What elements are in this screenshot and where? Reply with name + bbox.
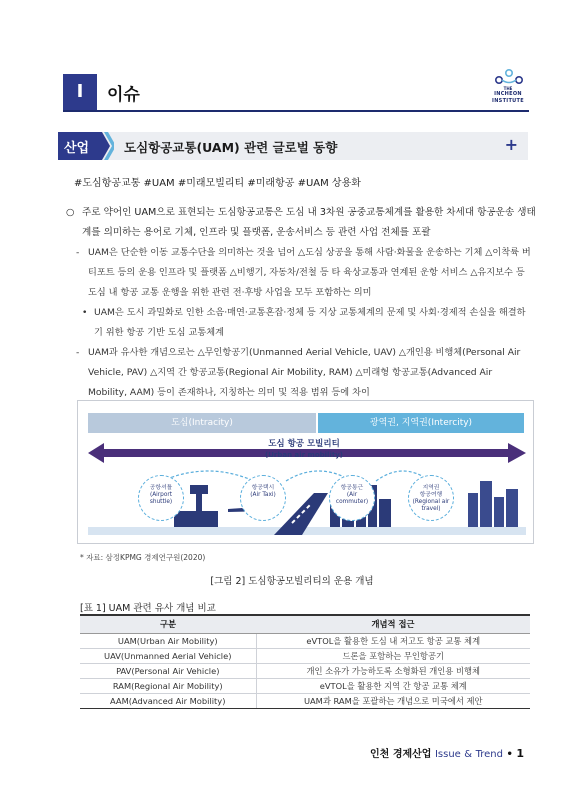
incheon-institute-logo (483, 68, 533, 110)
dot-mark: • (82, 307, 88, 318)
zone-intracity: 도심(Intracity) (88, 413, 316, 433)
main-paragraph (66, 203, 536, 243)
air-taxi-circle (240, 475, 286, 521)
table-cell: eVTOL을 활용한 도심 내 저고도 항공 교통 체계 (256, 633, 530, 648)
logo-text-the: THE (503, 86, 513, 91)
circle-label: commuter) (335, 499, 369, 505)
circle-label: 지역권 (422, 485, 440, 491)
table-row (80, 663, 530, 678)
industry-title: 도심항공교통(UAM) 관련 글로벌 동향 (124, 140, 338, 155)
circle-label: (Air (346, 492, 358, 498)
logo-text-line1: INCHEON (494, 91, 522, 97)
figure-source: * 자료: 삼정KPMG 경제연구원(2020) (80, 553, 206, 562)
circle-label: 공항셔틀 (149, 485, 173, 491)
uam-concept-figure (77, 400, 534, 544)
table-cell: UAM과 RAM을 포괄하는 개념으로 미국에서 제안 (256, 693, 530, 708)
footer-publication: 인천 경제산업 (370, 749, 432, 760)
table-cell: 개인 소유가 가능하도록 소형화된 개인용 비행체 (256, 663, 530, 678)
dash-item-2-text: UAM과 유사한 개념으로는 △무인항공기(Unmanned Aerial Vehicle, UAV) △개인용 비행체(Personal Air Vehicle, PAV) △지역 간 항공교통(Regional Air Mobility, RAM) △미래형 항공교통(Advanced Air Mobility, AAM) 등이 존재하나, 지칭하는 의미 및 적용 범위 등에 차이 (88, 347, 521, 398)
circle-bullet: ○ (66, 207, 75, 218)
logo-text-line2: INSTITUTE (492, 98, 524, 104)
uam-label: 도심 항공 모빌리티 (268, 439, 340, 449)
logo-mark-icon (493, 68, 525, 86)
table-caption: [표 1] UAM 관련 유사 개념 비교 (80, 603, 216, 614)
industry-tag-label: 산업 (64, 141, 90, 156)
table-header: 구분 (80, 615, 256, 633)
dash-mark: - (76, 347, 80, 358)
figure-caption: [그림 2] 도심항공모빌리티의 운용 개념 (210, 576, 374, 587)
footer-issue: Issue (434, 749, 461, 760)
header-rule (63, 110, 529, 112)
air-commuter-circle (329, 475, 375, 521)
circle-label: 항공통근 (340, 485, 364, 491)
circle-label: 항공여행 (419, 492, 443, 498)
hashtags: #도심항공교통 #UAM #미래모빌리티 #미래항공 #UAM 상용화 (74, 178, 361, 189)
industry-title-bar (58, 132, 528, 160)
section-number: I (63, 74, 97, 110)
circle-label: 항공택시 (251, 485, 275, 491)
table-row (80, 648, 530, 663)
table-cell: UAV(Unmanned Aerial Vehicle) (80, 648, 256, 663)
page-number: 1 (516, 747, 524, 760)
page-footer (370, 745, 524, 760)
table-header: 개념적 접근 (256, 615, 530, 633)
uam-sublabel: (Urban air mobility) (265, 451, 343, 459)
footer-amp: & (464, 749, 473, 760)
table-cell: UAM(Urban Air Mobility) (80, 633, 256, 648)
regional-air-travel-circle (408, 475, 454, 521)
industry-tag (58, 132, 114, 160)
circle-label: (Air Taxi) (250, 492, 276, 498)
table-cell: 드론을 포함하는 무인항공기 (256, 648, 530, 663)
table-row (80, 693, 530, 708)
dot-item-1 (82, 303, 534, 343)
airport-shuttle-circle (138, 475, 184, 521)
footer-dot: • (506, 749, 513, 760)
main-paragraph-text: 주로 약어인 UAM으로 표현되는 도심항공교통은 도심 내 3차원 공중교통체계를 활용한 차세대 항공운송 생태계를 의미하는 용어로 기체, 인프라 및 플랫폼, 운송서비스 등 관련 사업 전체를 포괄 (82, 207, 536, 238)
table-cell: eVTOL을 활용한 지역 간 항공 교통 체계 (256, 678, 530, 693)
circle-label: (Airport (149, 492, 173, 498)
section-title: 이슈 (107, 85, 140, 105)
table-row (80, 633, 530, 648)
dot-item-1-text: UAM은 도시 과밀화로 인한 소음·매연·교통혼잡·정체 등 지상 교통체계의 문제 및 사회·경제적 손실을 해결하기 위한 항공 기반 도심 교통체계 (94, 307, 526, 338)
table-cell: RAM(Regional Air Mobility) (80, 678, 256, 693)
footer-trend: Trend (475, 749, 503, 760)
dash-item-1-text: UAM은 단순한 이동 교통수단을 의미하는 것을 넘어 △도심 상공을 통해 사람·화물을 운송하는 기체 △이착륙 버티포트 등의 운용 인프라 및 플랫폼 △비행기, 자동차/전철 등 타 육상교통과 연계된 운항 서비스 △유지보수 등 도심 내 항공 교통 운행을 위한 관련 전·후방 사업을 모두 포함하는 의미 (88, 247, 531, 298)
dash-item-2 (76, 343, 534, 403)
table-header-row (80, 615, 530, 633)
section-header (63, 70, 529, 114)
table-row (80, 678, 530, 693)
plus-icon: + (504, 135, 518, 154)
table-cell: AAM(Advanced Air Mobility) (80, 693, 256, 708)
dash-mark: - (76, 247, 80, 258)
table-cell: PAV(Personal Air Vehicle) (80, 663, 256, 678)
zone-intercity: 광역권, 지역권(Intercity) (318, 413, 524, 433)
concept-comparison-table (80, 614, 530, 709)
dash-item-1 (76, 243, 534, 303)
circle-label: shuttle) (149, 499, 173, 505)
circle-label: (Regional air travel) (412, 499, 450, 512)
